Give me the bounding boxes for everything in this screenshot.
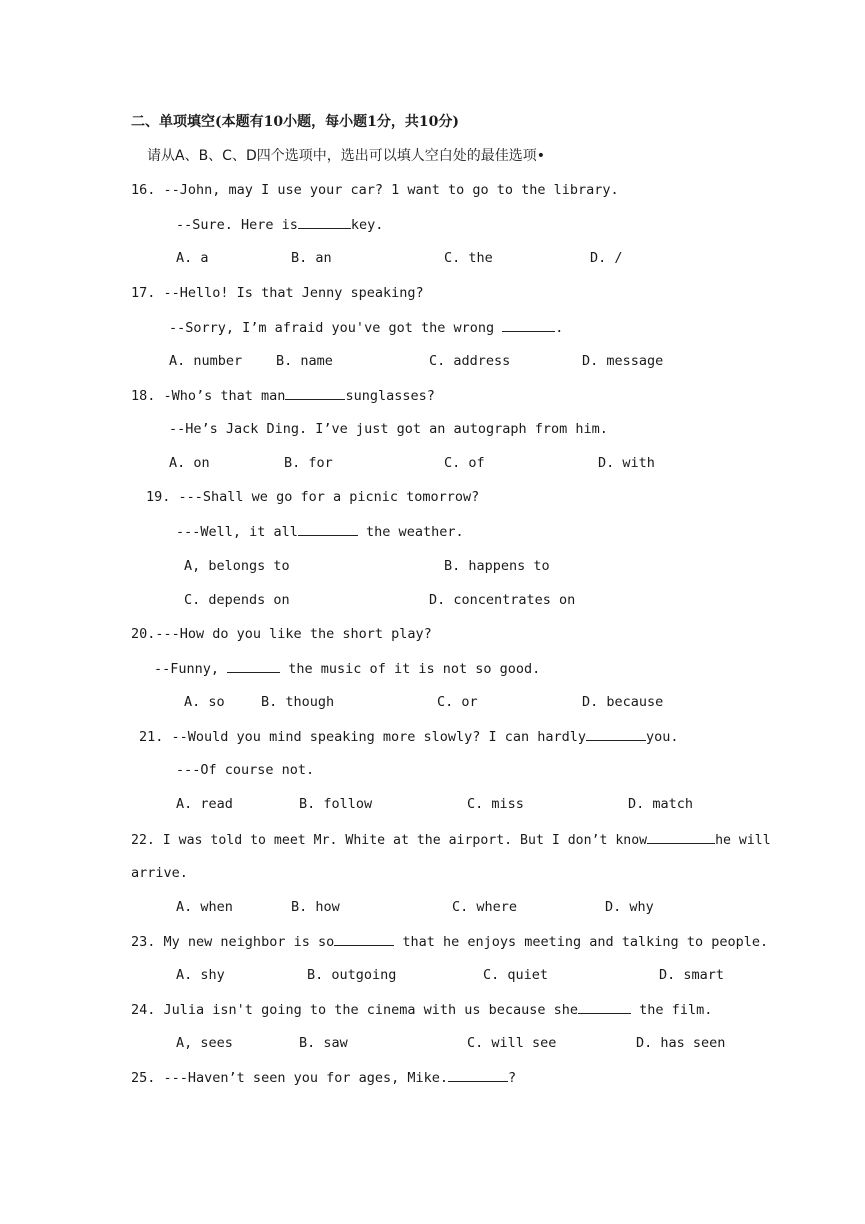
question-20-line2: --Funny, the music of it is not so good. [154,661,541,677]
answer-blank[interactable] [227,659,280,673]
option-c: C. the [444,250,493,266]
question-21-line2: ---Of course not. [176,762,315,778]
question-16-line1: 16. --John, may I use your car? 1 want to go to the library. [131,182,619,198]
option-c: C. address [429,353,511,369]
option-b: B. saw [299,1035,348,1051]
section-title: 二、单项填空(本题有10小题，每小题1分，共10分) [131,114,459,130]
option-d: D. has seen [636,1035,726,1051]
option-d: D. with [598,455,655,471]
option-c: C. of [444,455,485,471]
answer-blank[interactable] [298,215,351,229]
option-a: A. when [176,899,233,915]
question-20-line1: 20.---How do you like the short play? [131,626,432,642]
option-c: C. where [452,899,518,915]
answer-blank[interactable] [578,1000,631,1014]
option-b: B. name [276,353,333,369]
option-b: B. how [291,899,340,915]
option-b: B. though [261,694,335,710]
option-c: C. will see [467,1035,557,1051]
question-17-line2: --Sorry, I’m afraid you've got the wrong . [169,320,564,336]
section-instruction: 请从A、B、C、D四个选项中，选出可以填人空白处的最佳选项• [147,148,545,164]
option-c: C. miss [467,796,524,812]
question-23-line1: 23. My new neighbor is so that he enjoys meeting and talking to people. [131,934,769,950]
option-d: D. smart [659,967,725,983]
question-19-line1: 19. ---Shall we go for a picnic tomorrow? [146,489,480,505]
option-a: A. number [169,353,243,369]
question-17-line1: 17. --Hello! Is that Jenny speaking? [131,285,424,301]
question-21-line1: 21. --Would you mind speaking more slowly? I can hardly you. [139,729,679,745]
option-d: D. message [582,353,664,369]
option-b: B. happens to [444,558,550,574]
question-22-line2: arrive. [131,865,188,881]
option-b: B. follow [299,796,373,812]
question-22-line1: 22. I was told to meet Mr. White at the airport. But I don’t know he will [131,830,771,850]
question-19-line2: ---Well, it all the weather. [176,524,464,540]
option-a: A. so [184,694,225,710]
option-a: A, belongs to [184,558,290,574]
option-b: B. outgoing [307,967,397,983]
option-a: A. on [169,455,210,471]
option-b: B. an [291,250,332,266]
option-c: C. or [437,694,478,710]
answer-blank[interactable] [298,522,358,536]
option-d: D. / [590,250,623,266]
option-a: A. shy [176,967,225,983]
answer-blank[interactable] [586,727,646,741]
answer-blank[interactable] [448,1068,508,1082]
question-18-line2: --He’s Jack Ding. I’ve just got an autograph from him. [169,421,608,437]
question-24-line1: 24. Julia isn't going to the cinema with us because she the film. [131,1002,713,1018]
question-18-line1: 18. -Who’s that man sunglasses? [131,388,435,404]
answer-blank[interactable] [285,386,345,400]
option-a: A, sees [176,1035,233,1051]
option-d: D. concentrates on [429,592,576,608]
answer-blank[interactable] [334,932,394,946]
question-25-line1: 25. ---Haven’t seen you for ages, Mike. ? [131,1070,517,1086]
answer-blank[interactable] [502,318,555,332]
option-a: A. read [176,796,233,812]
answer-blank[interactable] [647,830,715,844]
option-d: D. why [605,899,654,915]
option-b: B. for [284,455,333,471]
option-c: C. depends on [184,592,290,608]
option-c: C. quiet [483,967,549,983]
option-d: D. because [582,694,664,710]
question-16-line2: --Sure. Here is key. [176,217,384,233]
option-a: A. a [176,250,209,266]
option-d: D. match [628,796,694,812]
